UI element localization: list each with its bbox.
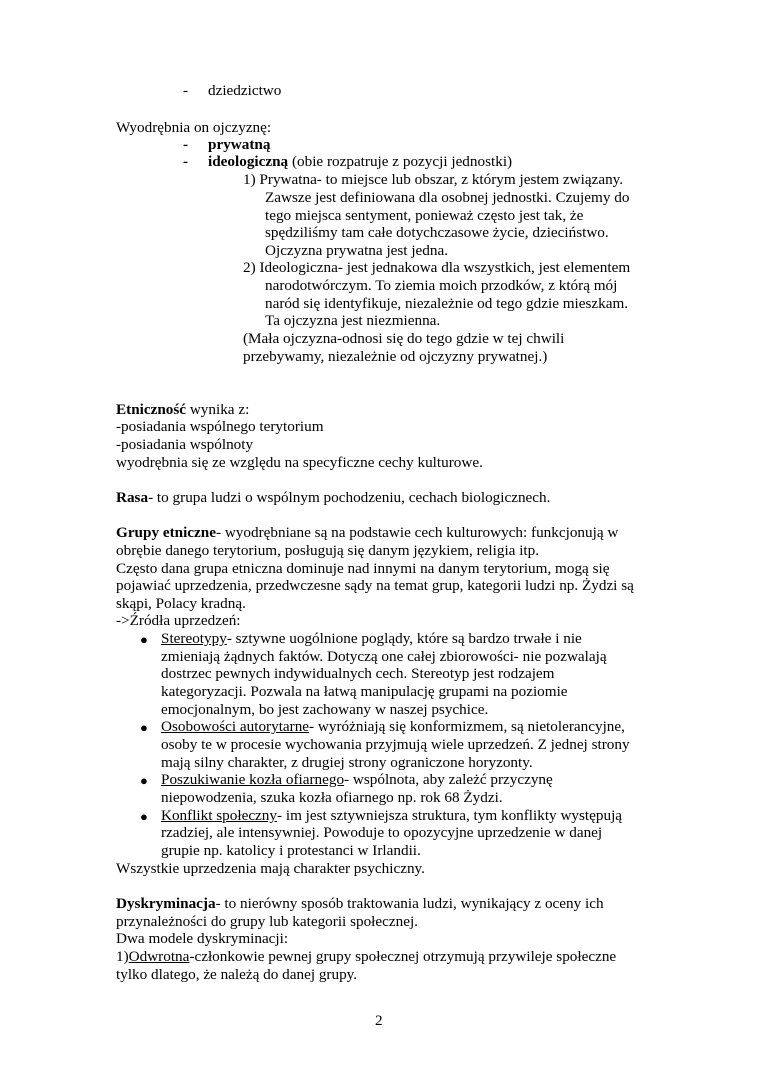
paragraph-line: -posiadania wspólnoty [116, 436, 254, 453]
numbered-item-line: spędziliśmy tam całe dotychczasowe życie, dzieciństwo. [265, 224, 609, 241]
paragraph-line: tylko dlatego, że należą do danej grupy. [116, 966, 358, 983]
bullet-item-rest: - im jest sztywniejsza struktura, tym konflikty występują [277, 807, 623, 824]
list-item: dziedzictwo [208, 82, 282, 99]
paragraph-line: Wyodrębnia on ojczyznę: [116, 119, 272, 136]
bullet-item-line: rzadziej, ale intensywniej. Powoduje to opozycyjne uprzedzenie w danej [161, 824, 603, 841]
numbered-item-line: Ta ojczyzna jest niezmienna. [265, 312, 441, 329]
paragraph-line: -posiadania wspólnego terytorium [116, 418, 324, 435]
note-line: (Mała ojczyzna-odnosi się do tego gdzie w tej chwili [243, 330, 565, 347]
bullet-icon: ● [140, 720, 148, 735]
paragraph-line [116, 489, 550, 507]
list-item: prywatną [208, 136, 271, 153]
bullet-icon: ● [140, 809, 148, 824]
term-rest: wynika z: [186, 401, 250, 418]
term-heading: Dyskryminacja [116, 895, 216, 912]
underlined-term: Konflikt społeczny [161, 807, 277, 824]
list-dash: - [183, 153, 189, 170]
note-line: przebywamy, niezależnie od ojczyzny prywatnej.) [243, 348, 548, 365]
list-dash: - [183, 82, 189, 99]
paragraph-line [116, 524, 618, 542]
bold-term: ideologiczną [208, 153, 289, 170]
bullet-item-line: kategoryzacji. Pozwala na łatwą manipulację grupami na poziomie [161, 683, 568, 700]
term-rest: - wyodrębniane są na podstawie cech kulturowych: funkcjonują w [215, 524, 619, 541]
underlined-term: Stereotypy [161, 630, 227, 647]
paragraph-line: ->Źródła uprzedzeń: [116, 612, 241, 629]
bullet-item-line: mają silny charakter, z drugiej strony ograniczone horyzonty. [161, 754, 533, 771]
bullet-item-line: grupie np. katolicy i protestanci w Irlandii. [161, 842, 421, 859]
bullet-item-rest: - wyróżniają się konformizmem, są nietolerancyjne, [309, 718, 625, 735]
term-rest: - to nierówny sposób traktowania ludzi, wynikający z oceny ich [215, 895, 604, 912]
paragraph-line: pojawiać uprzedzenia, przedwczesne sądy na temat grup, kategorii ludzi np. Żydzi są [116, 577, 634, 594]
numbered-item-line: Zawsze jest definiowana dla osobnej jednostki. Czujemy do [265, 189, 630, 206]
paragraph-line: wyodrębnia się ze względu na specyficzne cechy kulturowe. [116, 454, 483, 471]
bullet-item-line: emocjonalnym, bo jest zachowany w naszej psychice. [161, 701, 489, 718]
list-dash: - [183, 136, 189, 153]
term-rest: - to grupa ludzi o wspólnym pochodzeniu, cechach biologicznech. [148, 489, 551, 506]
bullet-item-rest: - wspólnota, aby zależć przyczynę [344, 771, 553, 788]
numbered-item-line: narodotwórczym. To ziemia moich przodków, z którą mój [265, 277, 618, 294]
bullet-item-line [161, 807, 622, 825]
bullet-item-rest: - sztywne uogólnione poglądy, które są bardzo trwałe i nie [226, 630, 582, 647]
page-number: 2 [375, 1012, 383, 1029]
bullet-item-line [161, 630, 582, 648]
underlined-term: Osobowości autorytarne [161, 718, 310, 735]
bullet-icon: ● [140, 773, 148, 788]
numbered-item-line: 2) Ideologiczna- jest jednakowa dla wszystkich, jest elementem [243, 259, 631, 276]
model-rest: -członkowie pewnej grupy społecznej otrzymują przywileje społeczne [189, 948, 617, 965]
paragraph-line: przynależności do grupy lub kategorii społecznej. [116, 913, 418, 930]
paragraph-line: obrębie danego terytorium, posługują się danym językiem, religia itp. [116, 542, 540, 559]
list-item-rest: (obie rozpatruje z pozycji jednostki) [288, 153, 513, 170]
numbered-item-line: naród się identyfikuje, niezależnie od tego gdzie mieszkam. [265, 295, 629, 312]
bullet-item-line: osoby te w procesie wychowania przyjmują wiele uprzedzeń. Z jednej strony [161, 736, 630, 753]
bullet-item-line: niepowodzenia, szuka kozła ofiarnego np. rok 68 Żydzi. [161, 789, 503, 806]
bullet-item-line [161, 771, 553, 789]
underlined-term: Poszukiwanie kozła ofiarnego [161, 771, 345, 788]
bullet-icon: ● [140, 632, 148, 647]
paragraph-line: Często dana grupa etniczna dominuje nad innymi na danym terytorium, mogą się [116, 560, 610, 577]
numbered-item-line: Ojczyzna prywatna jest jedna. [265, 242, 449, 259]
list-item [208, 153, 512, 171]
term-heading: Etniczność [116, 401, 187, 418]
numbered-item-line: 1) Prywatna- to miejsce lub obszar, z którym jestem związany. [243, 171, 624, 188]
paragraph-line [116, 895, 604, 913]
paragraph-line: Wszystkie uprzedzenia mają charakter psychiczny. [116, 860, 425, 877]
bullet-item-line: zmieniają żądnych faktów. Dotyczą one całej zbiorowości- nie pozwalają [161, 648, 607, 665]
paragraph-line: Dwa modele dyskryminacji: [116, 930, 289, 947]
paragraph-line: skąpi, Polacy kradną. [116, 595, 246, 612]
model-prefix: 1) [116, 948, 129, 965]
bullet-item-line: dostrzec pewnych indywidualnych cech. Stereotyp jest rodzajem [161, 665, 555, 682]
paragraph-line [116, 401, 249, 419]
numbered-item-line: tego miejsca sentyment, ponieważ często jest tak, że [265, 207, 584, 224]
underlined-term: Odwrotna [128, 948, 190, 965]
term-heading: Rasa [116, 489, 149, 506]
bullet-item-line [161, 718, 625, 736]
paragraph-line [116, 948, 616, 966]
term-heading: Grupy etniczne [116, 524, 216, 541]
